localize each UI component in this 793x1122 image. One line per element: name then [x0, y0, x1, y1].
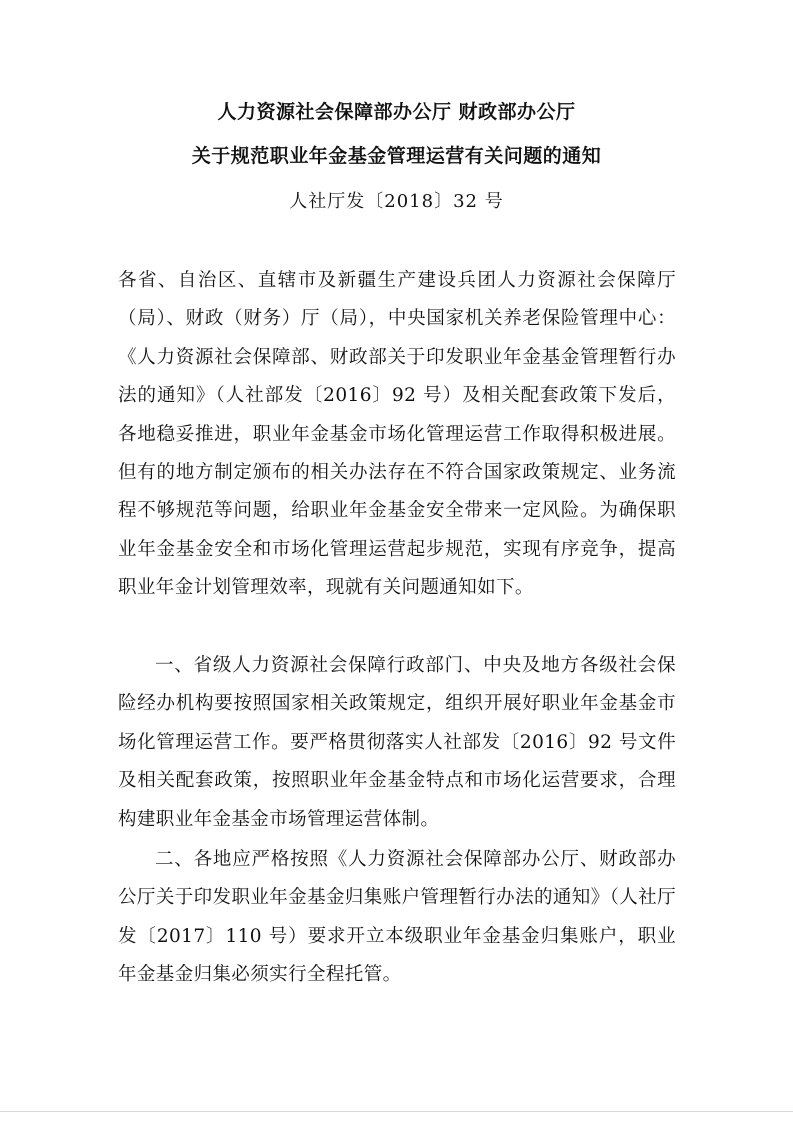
- item-1-paragraph: 一、省级人力资源社会保障行政部门、中央及地方各级社会保险经办机构要按照国家相关政策规定，组织开展好职业年金基金市场化管理运营工作。要严格贯彻落实人社部发〔2016〕92 号文件及相关配套政策，按照职业年金基金特点和市场化运营要求，合理构建职业年金基金市场管理运营体制。: [118, 655, 676, 830]
- document-title-line-1: 人力资源社会保障部办公厅 财政部办公厅: [217, 101, 576, 123]
- intro-paragraph: 各省、自治区、直辖市及新疆生产建设兵团人力资源社会保障厅（局）、财政（财务）厅（局），中央国家机关养老保险管理中心：《人力资源社会保障部、财政部关于印发职业年金基金管理暂行办法的通知》（人社部发〔2016〕92 号）及相关配套政策下发后，各地稳妥推进，职业年金基金市场化管理运营工作取得积极进展。但有的地方制定颁布的相关办法存在不符合国家政策规定、业务流程不够规范等问题，给职业年金基金安全带来一定风险。为确保职业年金基金安全和市场化管理运营起步规范，实现有序竞争，提高职业年金计划管理效率，现就有关问题通知如下。: [118, 270, 676, 599]
- document-title-line-2: 关于规范职业年金基金管理运营有关问题的通知: [191, 145, 602, 167]
- document-number: 人社厅发〔2018〕32 号: [289, 191, 504, 212]
- item-2-paragraph: 二、各地应严格按照《人力资源社会保障部办公厅、财政部办公厅关于印发职业年金基金归集账户管理暂行办法的通知》（人社厅发〔2017〕110 号）要求开立本级职业年金基金归集账户，职业年金基金归集必须实行全程托管。: [118, 849, 676, 986]
- page-bottom-divider: [0, 1111, 793, 1112]
